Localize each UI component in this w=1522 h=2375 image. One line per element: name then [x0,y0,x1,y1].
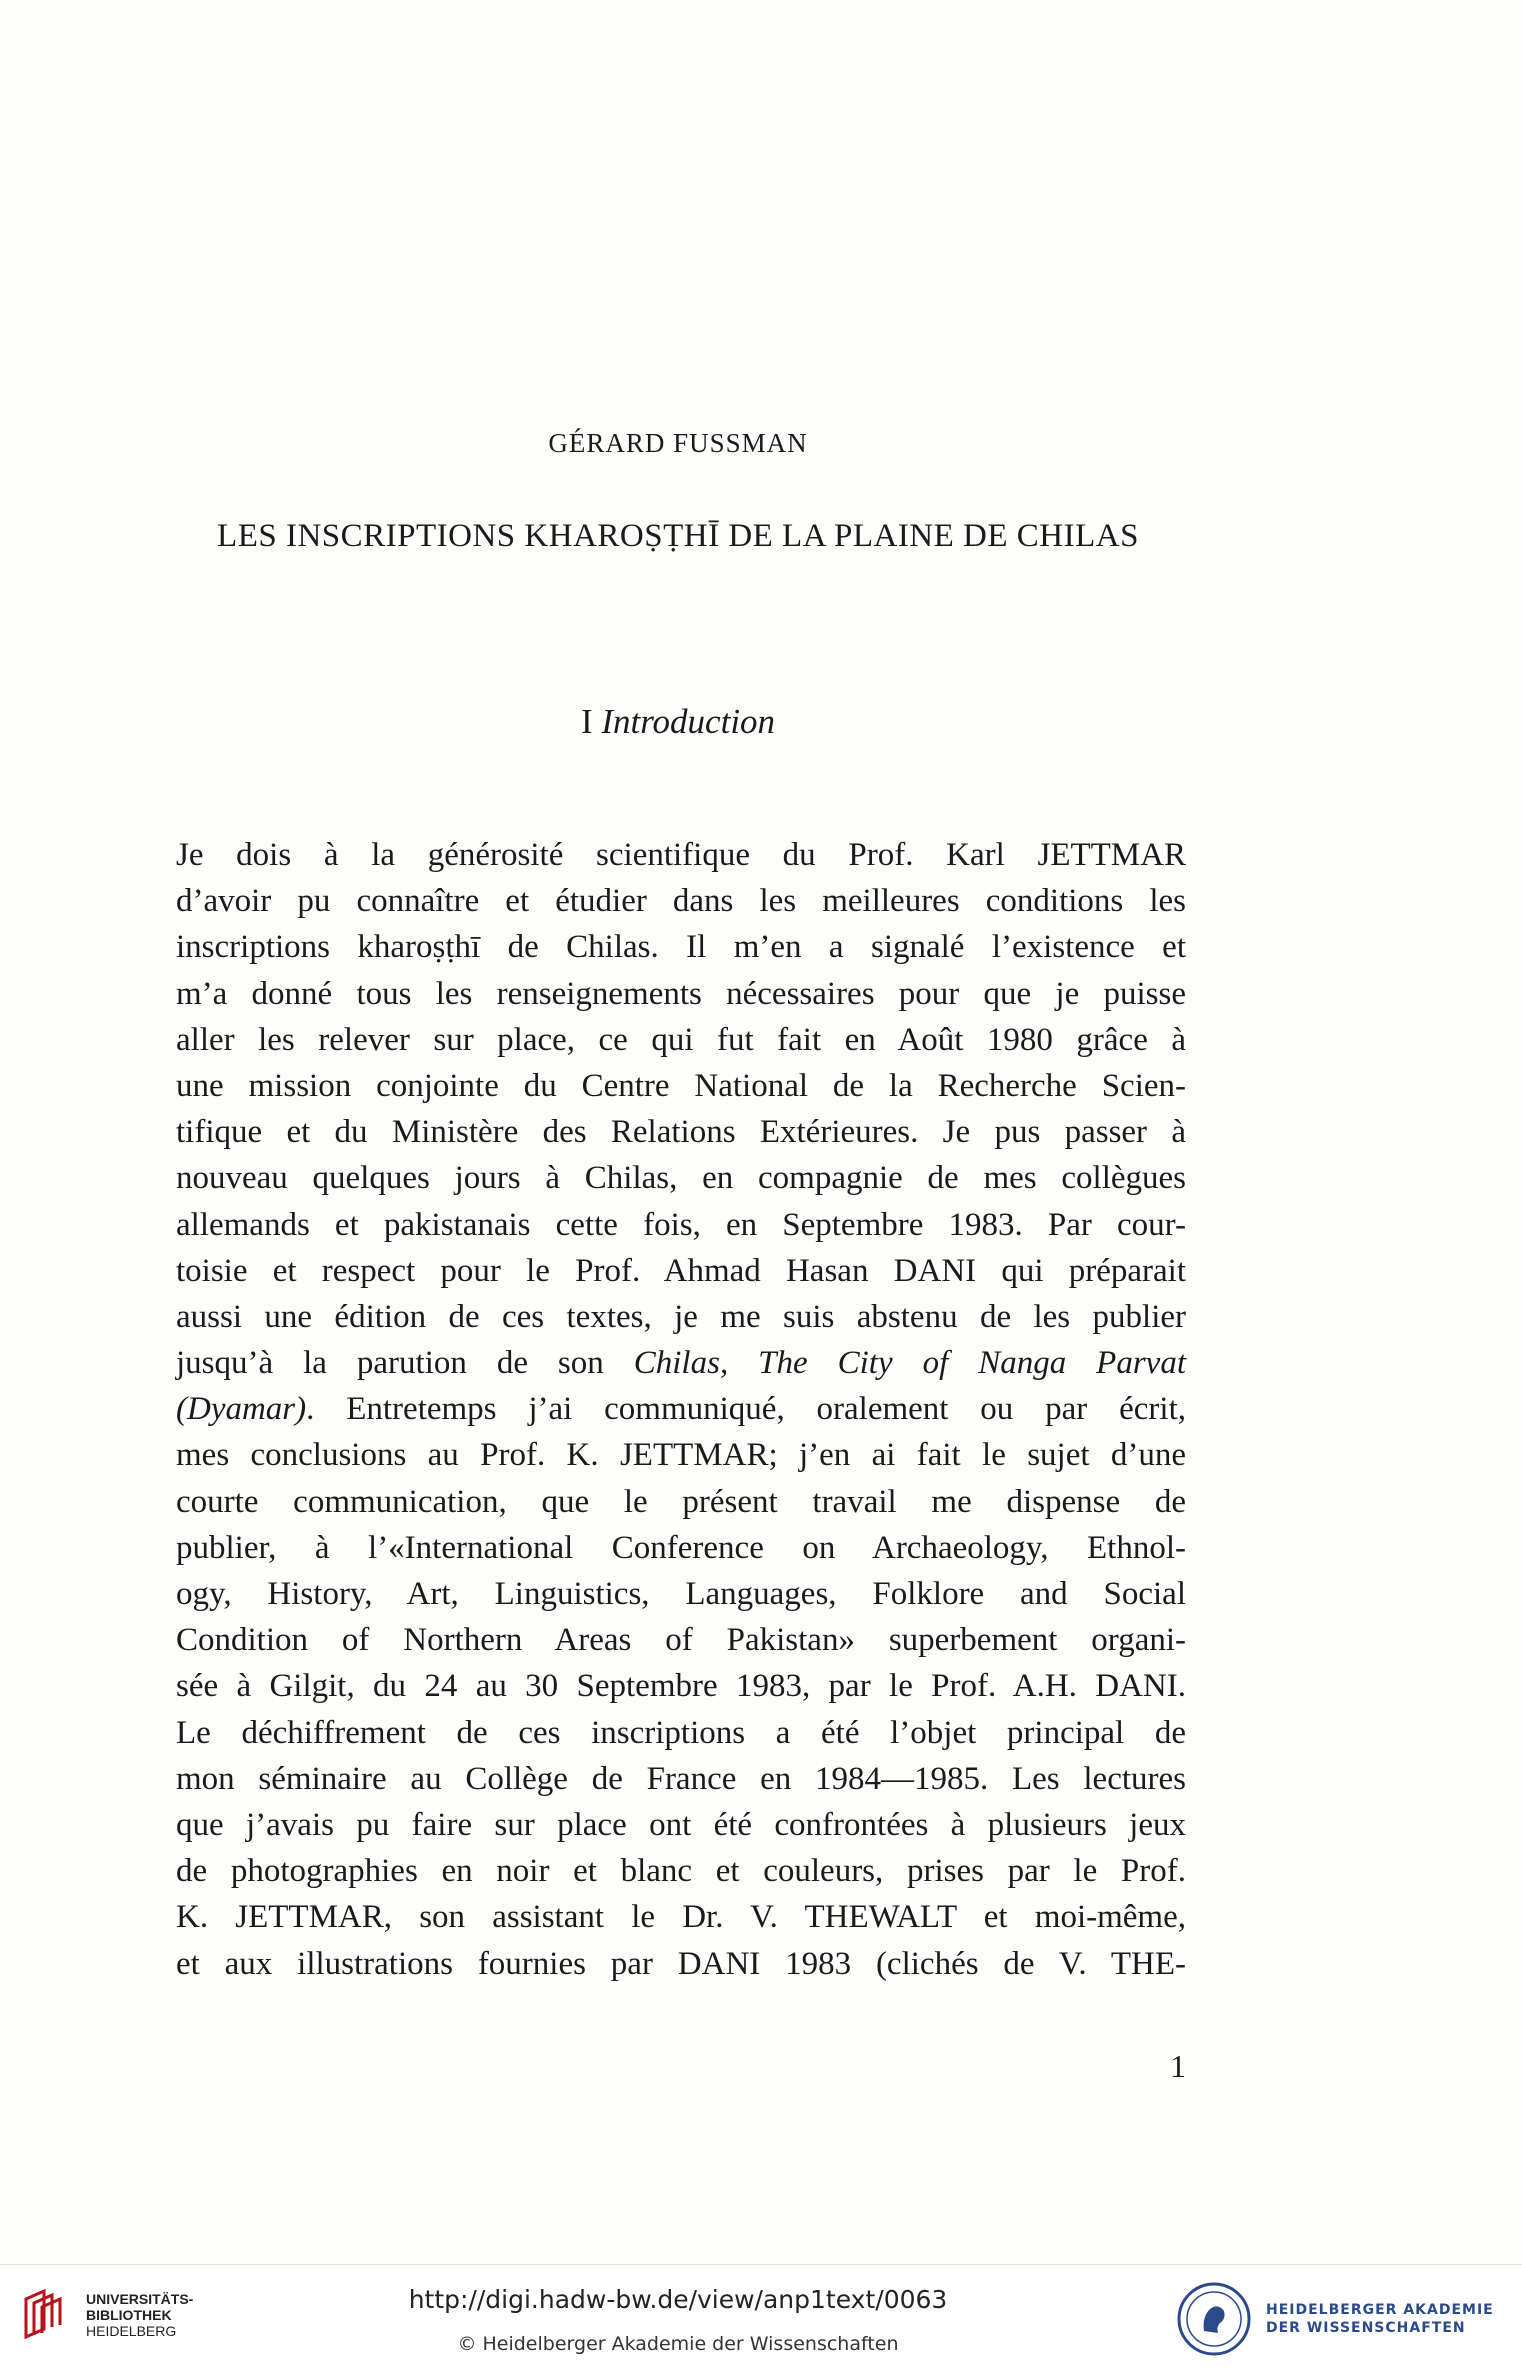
article-title: LES INSCRIPTIONS KHAROṢṬHĪ DE LA PLAINE DE CHILAS [217,518,1139,554]
copyright-notice: © Heidelberger Akademie der Wissenschaften [457,2333,899,2355]
academy-seal-icon [1176,2281,1252,2357]
library-line-3: HEIDELBERG [86,2323,177,2339]
body-line [176,878,1186,924]
academy-line-1: HEIDELBERGER AKADEMIE [1266,2302,1494,2318]
library-line-1: UNIVERSITÄTS- [86,2291,194,2307]
author-name: GÉRARD FUSSMAN [548,428,808,458]
body-line [176,971,1186,1017]
text-segment: Condition of Northern Areas of Pakistan» superbement organi- [176,1622,1186,1659]
body-line [176,1802,1186,1848]
library-line-2: BIBLIOTHEK [86,2307,172,2323]
academy-line-2: DER WISSENSCHAFTEN [1266,2320,1466,2336]
text-segment: . Entretemps j’ai communiqué, oralement ou par écrit, [306,1391,1186,1428]
text-segment: courte communication, que le présent travail me dispense de [176,1483,1186,1520]
body-line [176,1340,1186,1386]
text-segment: Le déchiffrement de ces inscriptions a été l’objet principal de [176,1714,1186,1751]
italic-text: (Dyamar) [176,1391,307,1428]
page-number: 1 [1170,2048,1186,2084]
body-line [176,1479,1186,1525]
text-segment: inscriptions kharoṣṭhī de Chilas. Il m’en a signalé l’existence et [176,929,1186,966]
body-text [176,832,1186,1987]
text-segment: Je dois à la générosité scientifique du Prof. Karl JETTMAR [176,837,1186,873]
text-segment: publier, à l’«International Conference on Archaeology, Ethnol- [176,1529,1186,1566]
text-segment: d’avoir pu connaître et étudier dans les meilleures conditions les [176,883,1186,920]
body-line [176,1386,1186,1432]
body-line [176,1155,1186,1201]
text-segment: ogy, History, Art, Linguistics, Languages, Folklore and Social [176,1576,1186,1612]
permalink-url[interactable]: http://digi.hadw-bw.de/view/anp1text/0063 [408,2285,948,2314]
text-segment: mes conclusions au Prof. K. JETTMAR; j’en ai fait le sujet d’une [176,1437,1186,1474]
body-line [176,1894,1186,1940]
body-line [176,832,1186,878]
academy-name [1266,2301,1494,2337]
italic-text: Chilas, The City of Nanga Parvat [633,1345,1186,1382]
body-line [176,924,1186,970]
body-line [176,1202,1186,1248]
section-number: I [580,702,593,741]
text-segment: une mission conjointe du Centre National de la Recherche Scien- [176,1067,1186,1104]
text-segment: nouveau quelques jours à Chilas, en compagnie de mes collègues [176,1160,1186,1197]
body-line [176,1941,1186,1987]
body-line [176,1063,1186,1109]
footer-bar [0,2264,1522,2375]
section-title: Introduction [601,702,776,741]
text-segment: de photographies en noir et blanc et couleurs, prises par le Prof. [176,1853,1186,1890]
body-line [176,1663,1186,1709]
text-segment: toisie et respect pour le Prof. Ahmad Hasan DANI qui préparait [176,1252,1186,1289]
text-segment: m’a donné tous les renseignements nécessaires pour que je puisse [176,975,1186,1012]
body-line [176,1756,1186,1802]
body-line [176,1848,1186,1894]
text-segment: tifique et du Ministère des Relations Extérieures. Je pus passer à [176,1114,1186,1151]
body-line [176,1525,1186,1571]
section-heading [0,702,1356,742]
text-segment: jusqu’à la parution de son [176,1345,634,1382]
text-segment: sée à Gilgit, du 24 au 30 Septembre 1983, par le Prof. A.H. DANI. [176,1668,1186,1705]
text-segment: K. JETTMAR, son assistant le Dr. V. THEWALT et moi-même, [176,1899,1186,1936]
text-segment: aussi une édition de ces textes, je me suis abstenu de les publier [176,1298,1186,1335]
text-segment: que j’avais pu faire sur place ont été confrontées à plusieurs jeux [176,1806,1186,1843]
body-line [176,1017,1186,1063]
body-line [176,1294,1186,1340]
text-segment: et aux illustrations fournies par DANI 1983 (clichés de V. THE- [176,1945,1186,1982]
text-segment: mon séminaire au Collège de France en 1984—1985. Les lectures [176,1760,1186,1797]
body-line [176,1109,1186,1155]
body-line [176,1617,1186,1663]
text-segment: aller les relever sur place, ce qui fut fait en Août 1980 grâce à [176,1021,1186,1058]
text-segment: allemands et pakistanais cette fois, en Septembre 1983. Par cour- [176,1206,1186,1243]
body-line [176,1248,1186,1294]
body-line [176,1571,1186,1617]
body-line [176,1432,1186,1478]
body-line [176,1710,1186,1756]
